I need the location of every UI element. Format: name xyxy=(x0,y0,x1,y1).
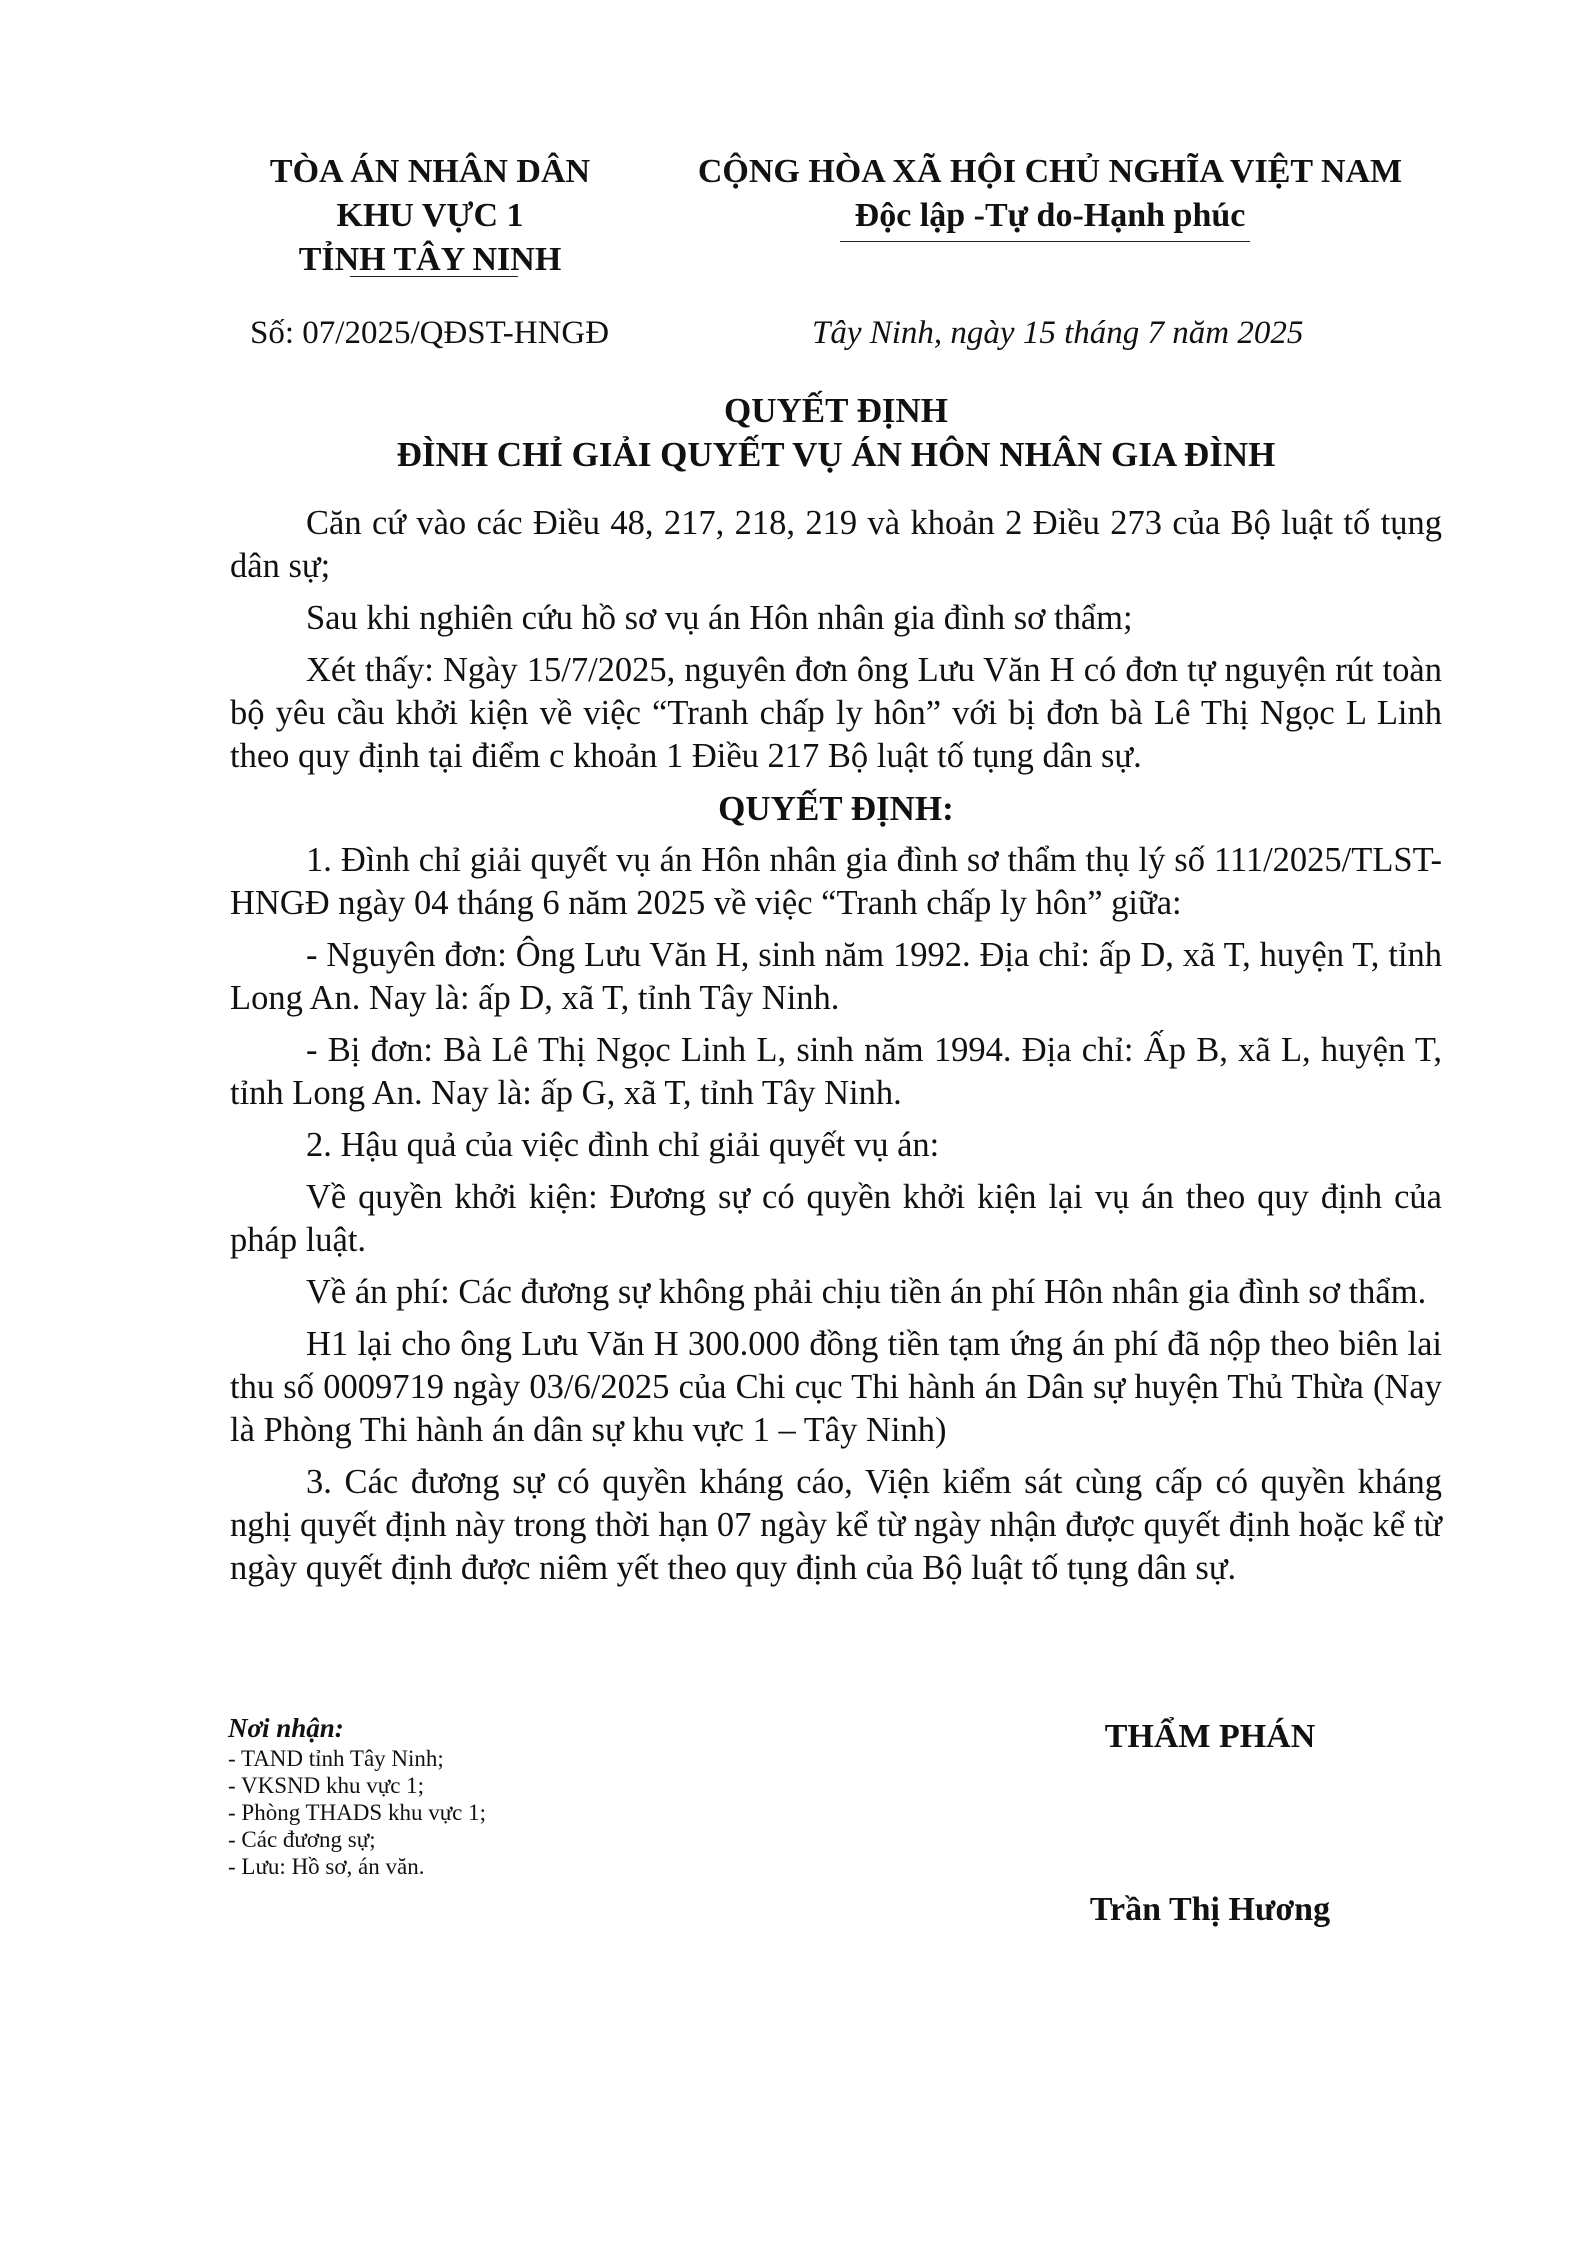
court-line-3: TỈNH TÂY NINH xyxy=(298,241,562,278)
decision-paragraph: Về án phí: Các đương sự không phải chịu tiền án phí Hôn nhân gia đình sơ thẩm. xyxy=(306,1273,1427,1311)
decision-paragraph: - Bị đơn: Bà Lê Thị Ngọc Linh L, sinh năm 1994. Địa chỉ: Ấp B, xã L, huyện T, tỉnh Long An. Nay là: ấp G, xã T, tỉnh Tây Ninh. xyxy=(230,1031,1442,1112)
decision-paragraph: - Nguyên đơn: Ông Lưu Văn H, sinh năm 1992. Địa chỉ: ấp D, xã T, huyện T, tỉnh Long An. Nay là: ấp D, xã T, tỉnh Tây Ninh. xyxy=(230,936,1442,1017)
decision-paragraph: 1. Đình chỉ giải quyết vụ án Hôn nhân gia đình sơ thẩm thụ lý số 111/2025/TLST- HNGĐ ngày 04 tháng 6 năm 2025 về việc “Tranh chấp ly hôn” giữa: xyxy=(230,841,1442,922)
decision-paragraph: 3. Các đương sự có quyền kháng cáo, Viện kiểm sát cùng cấp có quyền kháng nghị quyết định này trong thời hạn 07 ngày kể từ ngày nhận được quyết định hoặc kể từ ngày quyết định được niêm yết theo quy định của Bộ luật tố tụng dân sự. xyxy=(230,1463,1442,1587)
preamble-paragraph: Xét thấy: Ngày 15/7/2025, nguyên đơn ông Lưu Văn H có đơn tự nguyện rút toàn bộ yêu cầu khởi kiện về việc “Tranh chấp ly hôn” với bị đơn bà Lê Thị Ngọc L Linh theo quy định tại điểm c khoản 1 Điều 217 Bộ luật tố tụng dân sự. xyxy=(230,651,1442,775)
recipient-item: - Các đương sự; xyxy=(228,1827,376,1852)
title-line-1: QUYẾT ĐỊNH xyxy=(724,391,948,430)
preamble-paragraph: Căn cứ vào các Điều 48, 217, 218, 219 và khoản 2 Điều 273 của Bộ luật tố tụng dân sự; xyxy=(230,504,1442,585)
decision-paragraph: Về quyền khởi kiện: Đương sự có quyền khởi kiện lại vụ án theo quy định của pháp luật. xyxy=(230,1178,1442,1259)
place-date: Tây Ninh, ngày 15 tháng 7 năm 2025 xyxy=(812,315,1304,351)
court-line-1: TÒA ÁN NHÂN DÂN xyxy=(269,153,591,190)
document-title xyxy=(230,389,1442,477)
nation-motto: Độc lập -Tự do-Hạnh phúc xyxy=(854,197,1246,234)
decision-paragraph: 2. Hậu quả của việc đình chỉ giải quyết vụ án: xyxy=(306,1126,940,1164)
recipient-item: - Lưu: Hồ sơ, án văn. xyxy=(228,1854,425,1879)
signature-name: Trần Thị Hương xyxy=(1089,1891,1331,1928)
recipients-block xyxy=(228,1711,748,1880)
recipient-item: - Phòng THADS khu vực 1; xyxy=(228,1800,487,1825)
decision-paragraph: H1 lại cho ông Lưu Văn H 300.000 đồng tiền tạm ứng án phí đã nộp theo biên lai thu số 0009719 ngày 03/6/2025 của Chi cục Thi hành án Dân sự huyện Thủ Thừa (Nay là Phòng Thi hành án dân sự khu vực 1 – Tây Ninh) xyxy=(230,1325,1442,1449)
preamble-paragraph: Sau khi nghiên cứu hồ sơ vụ án Hôn nhân gia đình sơ thẩm; xyxy=(306,599,1133,637)
motto-underline xyxy=(840,241,1250,242)
recipients-heading: Nơi nhận: xyxy=(228,1713,344,1743)
decision-heading: QUYẾT ĐỊNH: xyxy=(718,789,954,828)
signature-role: THẨM PHÁN xyxy=(1104,1718,1316,1755)
court-line-2: KHU VỰC 1 xyxy=(336,197,524,234)
recipient-item: - TAND tỉnh Tây Ninh; xyxy=(228,1746,444,1771)
document-body xyxy=(230,502,1442,1599)
title-line-2: ĐÌNH CHỈ GIẢI QUYẾT VỤ ÁN HÔN NHÂN GIA ĐÌNH xyxy=(396,435,1276,474)
nation-header xyxy=(660,150,1440,238)
recipient-item: - VKSND khu vực 1; xyxy=(228,1773,425,1798)
court-underline xyxy=(350,276,518,277)
nation-name: CỘNG HÒA XÃ HỘI CHỦ NGHĨA VIỆT NAM xyxy=(697,153,1403,190)
document-number: Số: 07/2025/QĐST-HNGĐ xyxy=(250,315,610,351)
court-header xyxy=(230,150,630,282)
